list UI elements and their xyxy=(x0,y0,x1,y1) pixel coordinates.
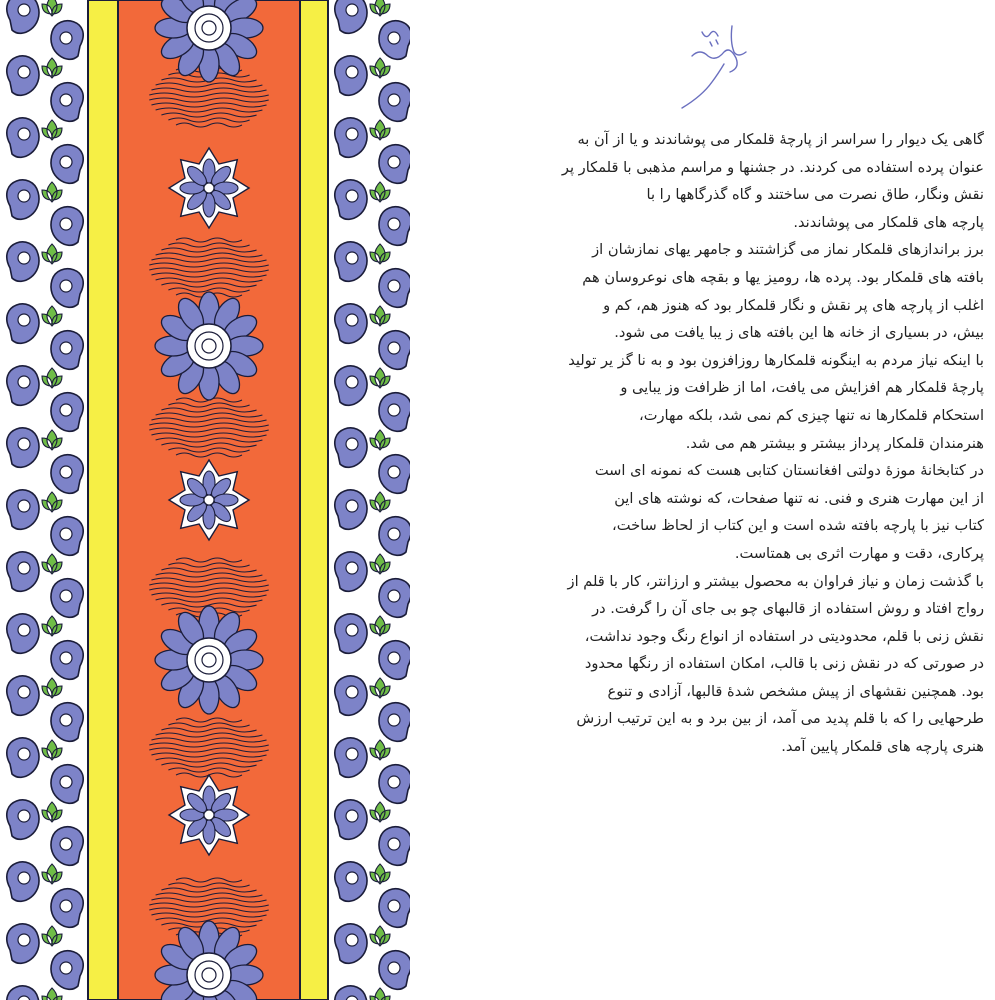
text-line: پارچه های قلمکار می پوشاندند. xyxy=(793,213,984,231)
text-line: در صورتی که در نقش زنی با قالب، امکان استفاده از رنگها محدود xyxy=(584,655,984,673)
text-line: نقش زنی با قلم، محدودیتی در استفاده از انواع رنگ وجود نداشت، xyxy=(584,627,984,645)
paragraph xyxy=(432,236,984,346)
handwritten-signature-icon xyxy=(672,12,762,112)
text-line: گاهی یک دیوار را سراسر از پارچهٔ قلمکار می پوشاندند و یا از آن به xyxy=(577,131,984,148)
text-line: با گذشت زمان و نیاز فراوان به محصول بیشتر و ارزانتر، کار با قلم از xyxy=(567,572,984,590)
paragraph xyxy=(432,126,984,236)
text-line: استحکام قلمکارها نه تنها چیزی کم نمی شد، بلکه مهارت، xyxy=(639,406,984,424)
paragraph xyxy=(432,568,984,761)
text-line: نقش ونگار، طاق نصرت می ساختند و گاه گذرگاهها را با xyxy=(646,186,984,204)
paisley-floral-border xyxy=(0,0,410,1000)
paragraph xyxy=(432,457,984,567)
text-line: اغلب از پارچه های پر نقش و نگار قلمکار بود که هنوز هم، کم و xyxy=(603,296,984,314)
text-line: از این مهارت هنری و فنی. نه تنها صفحات، که نوشته های این xyxy=(614,489,984,507)
text-line: بیش، در بسیاری از خانه ها این بافته های ز یبا یافت می شود. xyxy=(614,324,984,342)
star-flower-medallion xyxy=(169,775,249,855)
text-line: هنری پارچه های قلمکار پایین آمد. xyxy=(781,738,984,756)
text-line: رواج افتاد و روش استفاده از قالبهای چو بی جای آن را گرفت. در xyxy=(592,600,984,618)
text-line: در کتابخانهٔ موزهٔ دولتی افغانستان کتابی هست که نمونه ای است xyxy=(594,462,984,480)
star-flower-medallion xyxy=(169,460,249,540)
text-line: طرحهایی را که با قلم پدید می آمد، از بین برد و به این ترتیب ارزش xyxy=(576,710,984,728)
paragraph xyxy=(432,347,984,457)
text-line: بافته های قلمکار بود. پرده ها، رومیز یها و بقچه های نوعروسان هم xyxy=(582,268,984,286)
text-line: برز براندازهای قلمکار نماز می گزاشتند و جامهر یهای نمازشان از xyxy=(592,241,984,259)
text-line: کتاب نیز با پارچه بافته شده است و این کتاب از لحاظ ساخت، xyxy=(612,517,984,535)
star-flower-medallion xyxy=(169,148,249,228)
article-text xyxy=(432,126,984,761)
text-line: بود. همچنین نقشهای از پیش مشخص شدهٔ قالبها، آزادی و تنوع xyxy=(607,682,984,700)
text-line: با اینکه نیاز مردم به اینگونه قلمکارها روزافزون بود و به نا گز یر تولید xyxy=(568,351,984,369)
text-line: پارچهٔ قلمکار هم افزایش می یافت، اما از ظرافت وز یبایی و xyxy=(620,379,984,397)
text-line: عنوان پرده استفاده می کردند. در جشنها و مراسم مذهبی با قلمکار پر xyxy=(561,158,984,176)
text-line: پرکاری، دقت و مهارت اثری بی همتاست. xyxy=(734,544,984,562)
text-line: هنرمندان قلمکار پرداز بیشتر و بیشتر هم می شد. xyxy=(685,434,984,452)
